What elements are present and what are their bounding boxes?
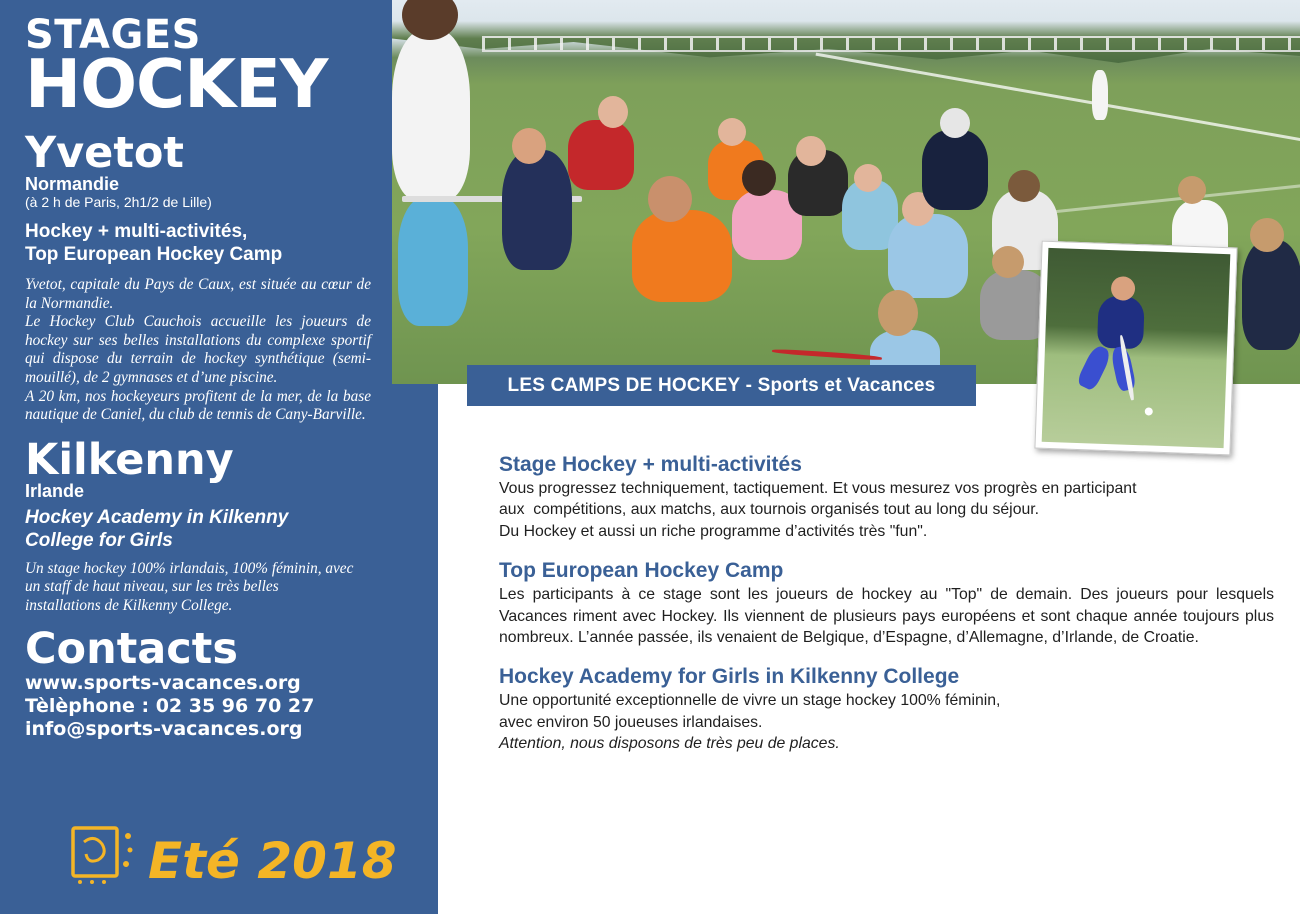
field-line — [816, 53, 1300, 143]
body-line: Du Hockey et aussi un riche programme d’activités très "fun". — [499, 522, 928, 540]
sports-vacances-logo-icon — [70, 824, 136, 886]
left-info-panel — [0, 0, 438, 914]
player-figure — [632, 210, 732, 302]
section-top-european — [499, 558, 1274, 648]
section-stage-hockey — [499, 452, 1274, 542]
field-fence — [482, 36, 1300, 52]
player-figure — [922, 130, 988, 210]
body-line: avec environ 50 joueuses irlandaises. — [499, 713, 763, 731]
section-body — [499, 690, 1274, 754]
body-line: Vous progressez techniquement, tactiquement. Et vous mesurez vos progrès en participant — [499, 480, 1137, 497]
section-body: Les participants à ce stage sont les joueurs de hockey au "Top" de demain. Des joueurs pour lesquels Vacances riment avec Hockey. Ils viennent de plusieurs pays européens et sont chaque année toujours plus nombreux. L’année passée, ils venaient de Belgique, d’Espagne, d’Allemagne, d’Irlande, de Croatie. — [499, 586, 1274, 647]
main-content — [499, 452, 1274, 771]
body-line: Une opportunité exceptionnelle de vivre un stage hockey 100% féminin, — [499, 692, 1001, 710]
camps-line-2: Top European Hockey Camp — [25, 244, 283, 265]
yvetot-description — [25, 276, 371, 425]
player-figure — [854, 164, 882, 192]
kilkenny-academy — [25, 506, 438, 552]
player-figure — [878, 290, 918, 336]
kilkenny-description: Un stage hockey 100% irlandais, 100% féminin, avec un staff de haut niveau, sur les très belles installations de Kilkenny College. — [25, 559, 354, 614]
player-figure — [1008, 170, 1040, 202]
academy-line-2: College for Girls — [25, 529, 173, 551]
player-figure — [718, 118, 746, 146]
player-figure — [940, 108, 970, 138]
player-figure — [598, 96, 628, 128]
section-title: Hockey Academy for Girls in Kilkenny College — [499, 665, 960, 689]
player-figure — [398, 196, 468, 326]
section-academy-girls — [499, 664, 1274, 754]
contact-phone[interactable]: Tèlèphone : 02 35 96 70 27 — [25, 694, 315, 717]
player-figure — [742, 160, 776, 196]
academy-line-1: Hockey Academy in Kilkenny — [25, 506, 289, 528]
body-line: aux compétitions, aux matchs, aux tournois organisés tout au long du séjour. — [499, 501, 1040, 519]
player-figure — [392, 30, 470, 200]
section-body — [499, 478, 1274, 542]
camps-banner: LES CAMPS DE HOCKEY - Sports et Vacances — [467, 365, 976, 406]
city-yvetot: Yvetot — [25, 128, 184, 178]
player-figure — [1076, 343, 1113, 391]
player-figure — [502, 150, 572, 270]
player-figure — [1092, 70, 1108, 120]
inset-photo-image — [1042, 248, 1231, 448]
hockey-stick — [772, 348, 882, 361]
yvetot-paragraph: Le Hockey Club Cauchois accueille les joueurs de hockey sur ses belles installations du complexe sportif qui dispose du terrain de hockey synthétique (semi-mouillé), de 2 gymnases et d’une piscine. — [25, 313, 371, 386]
body-note: Attention, nous disposons de très peu de places. — [499, 735, 840, 753]
yvetot-camps — [25, 220, 438, 266]
yvetot-paragraph: Yvetot, capitale du Pays de Caux, est située au cœur de la Normandie. — [25, 276, 371, 312]
contacts-title: Contacts — [25, 623, 238, 674]
contact-email[interactable]: info@sports-vacances.org — [25, 717, 303, 740]
player-figure — [796, 136, 826, 166]
region-normandie: Normandie — [25, 174, 120, 194]
player-figure — [648, 176, 692, 222]
player-inset-photo — [1034, 241, 1237, 456]
hockey-ball — [1145, 407, 1153, 415]
yvetot-paragraph: A 20 km, nos hockeyeurs profitent de la mer, de la base nautique de Caniel, du club de tennis de Cany-Barville. — [25, 387, 371, 424]
region-irlande: Irlande — [25, 480, 85, 501]
summer-2018: Eté 2018 — [148, 832, 397, 890]
player-figure — [1250, 218, 1284, 252]
player-figure — [512, 128, 546, 164]
player-figure — [992, 246, 1024, 278]
camps-line-1: Hockey + multi-activités, — [25, 221, 248, 242]
section-title: Stage Hockey + multi-activités — [499, 453, 802, 476]
title-stages: STAGES — [25, 12, 201, 58]
player-figure — [888, 214, 968, 298]
contact-website[interactable]: www.sports-vacances.org — [25, 671, 301, 694]
city-kilkenny: Kilkenny — [25, 434, 234, 485]
distance-note: (à 2 h de Paris, 2h1/2 de Lille) — [25, 194, 212, 210]
section-title: Top European Hockey Camp — [499, 559, 784, 583]
title-hockey: HOCKEY — [25, 45, 328, 123]
player-figure — [1242, 240, 1300, 350]
player-figure — [1178, 176, 1206, 204]
player-figure — [568, 120, 634, 190]
